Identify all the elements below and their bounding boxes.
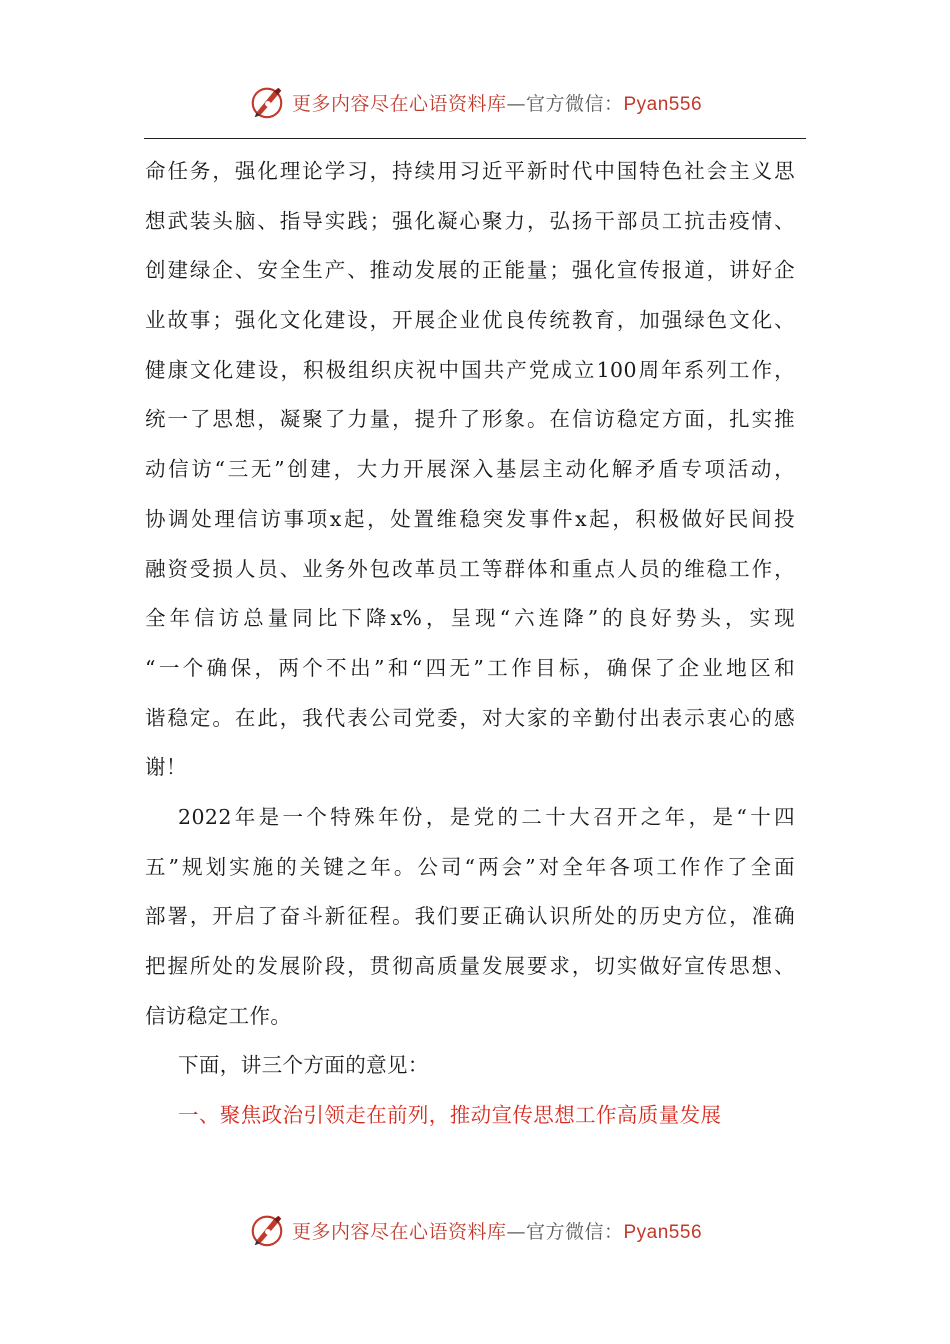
body-line: 下面，讲三个方面的意见： [178,1053,429,1078]
document-body [145,147,795,1141]
body-line: 谐稳定。在此，我代表公司党委，对大家的辛勤付出表示衷心的感 [145,705,795,730]
body-line: 谢！ [145,755,187,780]
body-line: 全年信访总量同比下降x%，呈现“六连降”的良好势头，实现 [145,606,795,631]
footer-watermark [0,1210,950,1250]
header-watermark [0,82,950,122]
body-line: 健康文化建设，积极组织庆祝中国共产党成立100周年系列工作， [145,357,795,382]
body-line: 想武装头脑、指导实践；强化凝心聚力，弘扬干部员工抗击疫情、 [145,208,795,233]
watermark-dash: — [506,92,526,115]
body-line: 把握所处的发展阶段，贯彻高质量发展要求，切实做好宣传思想、 [145,954,795,978]
body-line: 2022年是一个特殊年份，是党的二十大召开之年，是“十四 [178,804,795,829]
body-line: 融资受损人员、业务外包改革员工等群体和重点人员的维稳工作， [145,556,795,581]
body-line: 创建绿企、安全生产、推动发展的正能量；强化宣传报道，讲好企 [145,258,795,283]
body-line: 业故事；强化文化建设，开展企业优良传统教育，加强绿色文化、 [145,308,795,333]
watermark-site-text: 更多内容尽在心语资料库 [291,1220,507,1243]
body-line: 信访稳定工作。 [145,1003,292,1028]
watermark-wechat-id: Pyan556 [623,1221,703,1243]
body-line: 五”规划实施的关键之年。公司“两会”对全年各项工作作了全面 [145,854,795,879]
watermark-site-text: 更多内容尽在心语资料库 [291,92,507,115]
watermark-dash: — [506,1220,526,1243]
body-line: 部署，开启了奋斗新征程。我们要正确认识所处的历史方位，准确 [145,904,795,929]
body-line: 协调处理信访事项x起，处置维稳突发事件x起，积极做好民间投 [145,506,795,531]
pen-logo-icon [248,1211,286,1249]
section-heading: 一、聚焦政治引领走在前列，推动宣传思想工作高质量发展 [178,1103,722,1128]
watermark-official-text: 官方微信： [525,1220,624,1243]
watermark-official-text: 官方微信： [525,92,624,115]
watermark-wechat-id: Pyan556 [623,93,703,115]
body-line: “一个确保，两个不出”和“四无”工作目标，确保了企业地区和 [145,655,795,680]
body-line: 动信访“三无”创建，大力开展深入基层主动化解矛盾专项活动， [145,457,795,482]
body-line: 命任务，强化理论学习，持续用习近平新时代中国特色社会主义思 [145,159,795,183]
header-rule [144,138,806,139]
pen-logo-icon [248,83,286,121]
body-line: 统一了思想，凝聚了力量，提升了形象。在信访稳定方面，扎实推 [145,407,795,432]
